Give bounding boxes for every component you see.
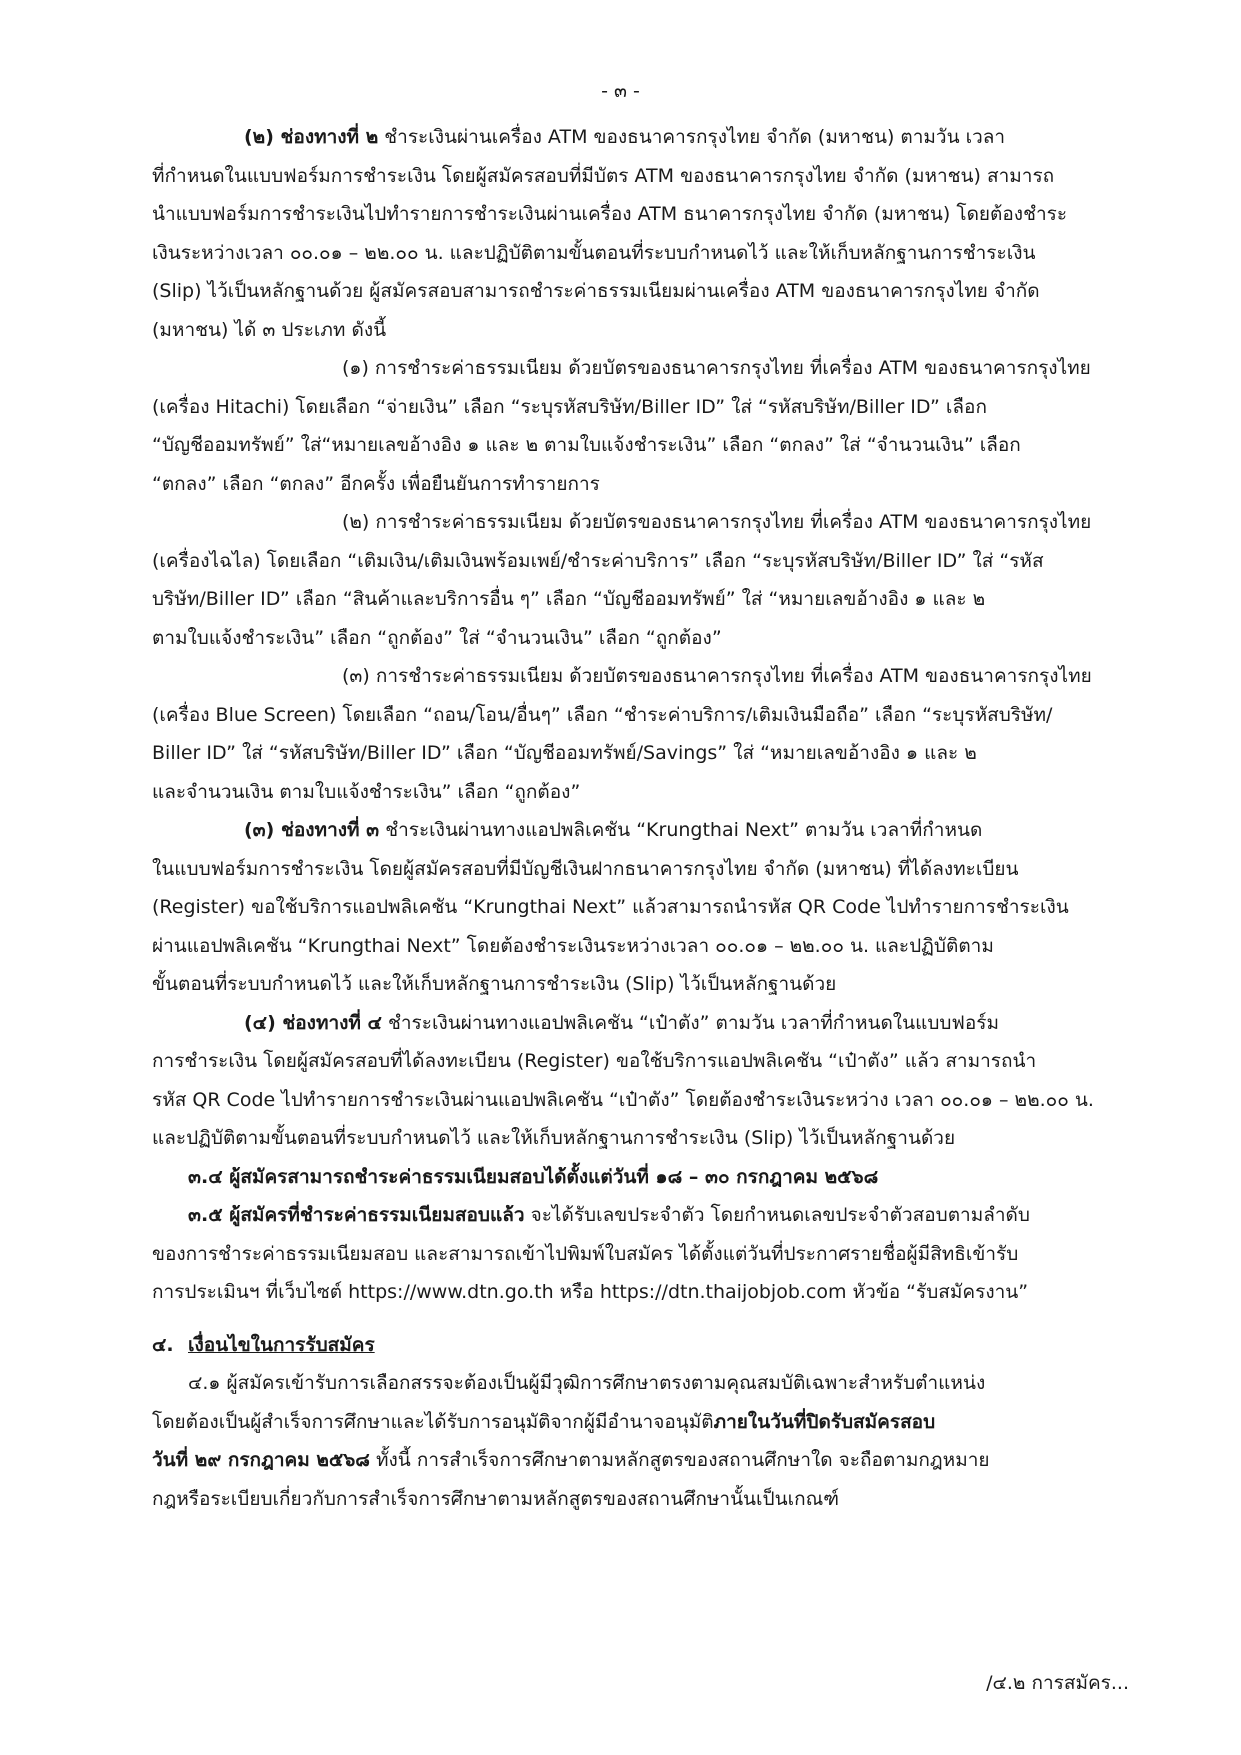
text-line: [152, 1004, 1128, 1043]
text-line: [152, 811, 1128, 850]
text-line: การชำระเงิน โดยผู้สมัครสอบที่ได้ลงทะเบียน (Register) ขอใช้บริการแอปพลิเคชัน “เป๋าตัง” แล้ว สามารถนำ: [152, 1050, 1037, 1072]
text-line: [152, 1196, 1128, 1235]
text-line: ตามใบแจ้งชำระเงิน” เลือก “ถูกต้อง” ใส่ “จำนวนเงิน” เลือก “ถูกต้อง”: [152, 626, 722, 649]
emphasis-text: ภายในวันที่ปิดรับสมัครสอบ: [713, 1410, 936, 1433]
text-line: (๓) การชำระค่าธรรมเนียม ด้วยบัตรของธนาคารกรุงไทย ที่เครื่อง ATM ของธนาคารกรุงไทย: [342, 665, 1092, 687]
paragraph-channel-2: [152, 118, 1128, 349]
text-run: ชำระเงินผ่านเครื่อง ATM ของธนาคารกรุงไทย จำกัด (มหาชน) ตามวัน เวลา: [378, 126, 1006, 148]
text-line: ในแบบฟอร์มการชำระเงิน โดยผู้สมัครสอบที่มีบัญชีเงินฝากธนาคารกรุงไทย จำกัด (มหาชน) ที่ได้ลงทะเบียน: [152, 857, 1019, 880]
text-line: (Slip) ไว้เป็นหลักฐานด้วย ผู้สมัครสอบสามารถชำระค่าธรรมเนียมผ่านเครื่อง ATM ของธนาคารกรุงไทย จำกัด: [152, 280, 1040, 302]
text-line: (เครื่อง Blue Screen) โดยเลือก “ถอน/โอน/อื่นๆ” เลือก “ชำระค่าบริการ/เติมเงินมือถือ” เลือก “ระบุรหัสบริษัท/: [152, 703, 1053, 726]
text-run: จะได้รับเลขประจำตัว โดยกำหนดเลขประจำตัวสอบตามลำดับ: [524, 1204, 1030, 1226]
text-line: ที่กำหนดในแบบฟอร์มการชำระเงิน โดยผู้สมัครสอบที่มีบัตร ATM ของธนาคารกรุงไทย จำกัด (มหาชน) สามารถ: [152, 164, 1055, 187]
spacer: [152, 1312, 1128, 1326]
text-line: และปฏิบัติตามขั้นตอนที่ระบบกำหนดไว้ และให้เก็บหลักฐานการชำระเงิน (Slip) ไว้เป็นหลักฐานด้วย: [152, 1127, 956, 1149]
text-line: [152, 118, 1128, 157]
text-run: ชำระเงินผ่านทางแอปพลิเคชัน “Krungthai Next” ตามวัน เวลาที่กำหนด: [379, 819, 983, 841]
text-line: (๑) การชำระค่าธรรมเนียม ด้วยบัตรของธนาคารกรุงไทย ที่เครื่อง ATM ของธนาคารกรุงไทย: [342, 357, 1091, 379]
text-line: รหัส QR Code ไปทำรายการชำระเงินผ่านแอปพลิเคชัน “เป๋าตัง” โดยต้องชำระเงินระหว่าง เวลา ๐๐.๐๑ – ๒๒.๐๐ น.: [152, 1088, 1094, 1111]
page-number: - ๓ -: [601, 80, 640, 102]
section-heading: ๓.๕ ผู้สมัครที่ชำระค่าธรรมเนียมสอบแล้ว: [188, 1204, 525, 1226]
text-line: Biller ID” ใส่ “รหัสบริษัท/Biller ID” เลือก “บัญชีออมทรัพย์/Savings” ใส่ “หมายเลขอ้างอิง ๑ และ ๒: [152, 742, 977, 764]
text-line: (มหาชน) ได้ ๓ ประเภท ดังนี้: [152, 318, 387, 341]
text-line: ๓.๔ ผู้สมัครสามารถชำระค่าธรรมเนียมสอบได้ตั้งแต่วันที่ ๑๘ – ๓๐ กรกฎาคม ๒๕๖๘: [188, 1165, 879, 1188]
text-line: ขั้นตอนที่ระบบกำหนดไว้ และให้เก็บหลักฐานการชำระเงิน (Slip) ไว้เป็นหลักฐานด้วย: [152, 973, 837, 995]
section-4-heading: [152, 1326, 1128, 1365]
text-line: ของการชำระค่าธรรมเนียมสอบ และสามารถเข้าไปพิมพ์ใบสมัคร ได้ตั้งแต่วันที่ประกาศรายชื่อผู้มีสิทธิเข้ารับ: [152, 1242, 1019, 1265]
text-line: [152, 1441, 1128, 1480]
text-line: กฎหรือระเบียบเกี่ยวกับการสำเร็จการศึกษาตามหลักสูตรของสถานศึกษานั้นเป็นเกณฑ์: [152, 1487, 839, 1510]
paragraph-4-1: [152, 1364, 1128, 1518]
channel-heading: (๒) ช่องทางที่ ๒: [244, 126, 379, 148]
text-line: เงินระหว่างเวลา ๐๐.๐๑ – ๒๒.๐๐ น. และปฏิบัติตามขั้นตอนที่ระบบกำหนดไว้ และให้เก็บหลักฐานการชำระเงิน: [152, 241, 1036, 264]
paragraph-channel-3: [152, 811, 1128, 1004]
paragraph-atm-type-1: [152, 349, 1128, 503]
text-line: [152, 1403, 1128, 1442]
paragraph-3-4: [152, 1158, 1128, 1197]
text-line: นำแบบฟอร์มการชำระเงินไปทำรายการชำระเงินผ่านเครื่อง ATM ธนาคารกรุงไทย จำกัด (มหาชน) โดยต้องชำระ: [152, 203, 1068, 225]
text-line: ๔.๑ ผู้สมัครเข้ารับการเลือกสรรจะต้องเป็นผู้มีวุฒิการศึกษาตรงตามคุณสมบัติเฉพาะสำหรับตำแหน่ง: [188, 1372, 986, 1394]
text-run: ชำระเงินผ่านทางแอปพลิเคชัน “เป๋าตัง” ตามวัน เวลาที่กำหนดในแบบฟอร์ม: [381, 1011, 1000, 1034]
channel-heading: (๓) ช่องทางที่ ๓: [244, 819, 380, 841]
text-line: และจำนวนเงิน ตามใบแจ้งชำระเงิน” เลือก “ถูกต้อง”: [152, 780, 581, 803]
section-title: เงื่อนไขในการรับสมัคร: [188, 1333, 375, 1356]
text-line: (เครื่องไฉไล) โดยเลือก “เติมเงิน/เติมเงินพร้อมเพย์/ชำระค่าบริการ” เลือก “ระบุรหัสบริษัท/Biller ID” ใส่ “รหัส: [152, 549, 1044, 572]
text-run: ทั้งนี้ การสำเร็จการศึกษาตามหลักสูตรของสถานศึกษาใด จะถือตามกฎหมาย: [369, 1449, 990, 1471]
next-page-marker: /๔.๒ การสมัคร...: [986, 1672, 1129, 1694]
paragraph-3-5: [152, 1196, 1128, 1312]
text-line: “บัญชีออมทรัพย์” ใส่“หมายเลขอ้างอิง ๑ และ ๒ ตามใบแจ้งชำระเงิน” เลือก “ตกลง” ใส่ “จำนวนเงิน” เลือก: [152, 434, 1021, 456]
document-body: [152, 118, 1128, 1518]
text-run: โดยต้องเป็นผู้สำเร็จการศึกษาและได้รับการอนุมัติจากผู้มีอำนาจอนุมัติ: [152, 1410, 714, 1433]
text-line: ผ่านแอปพลิเคชัน “Krungthai Next” โดยต้องชำระเงินระหว่างเวลา ๐๐.๐๑ – ๒๒.๐๐ น. และปฏิบัติตาม: [152, 934, 994, 957]
text-line: (Register) ขอใช้บริการแอปพลิเคชัน “Krungthai Next” แล้วสามารถนำรหัส QR Code ไปทำรายการชำระเงิน: [152, 896, 1069, 918]
paragraph-atm-type-3: [152, 657, 1128, 811]
text-line: การประเมินฯ ที่เว็บไซต์ https://www.dtn.go.th หรือ https://dtn.thaijobjob.com หัวข้อ “รับสมัครงาน”: [152, 1281, 1029, 1303]
text-line: (๒) การชำระค่าธรรมเนียม ด้วยบัตรของธนาคารกรุงไทย ที่เครื่อง ATM ของธนาคารกรุงไทย: [342, 511, 1092, 533]
section-number: ๔.: [152, 1333, 174, 1356]
text-line: “ตกลง” เลือก “ตกลง” อีกครั้ง เพื่อยืนยันการทำรายการ: [152, 472, 600, 495]
paragraph-atm-type-2: [152, 503, 1128, 657]
emphasis-text: วันที่ ๒๙ กรกฎาคม ๒๕๖๘: [152, 1449, 370, 1471]
text-line: (เครื่อง Hitachi) โดยเลือก “จ่ายเงิน” เลือก “ระบุรหัสบริษัท/Biller ID” ใส่ “รหัสบริษัท/Biller ID” เลือก: [152, 395, 987, 418]
paragraph-channel-4: [152, 1004, 1128, 1158]
text-line: บริษัท/Biller ID” เลือก “สินค้าและบริการอื่น ๆ” เลือก “บัญชีออมทรัพย์” ใส่ “หมายเลขอ้างอิง ๑ และ ๒: [152, 588, 986, 610]
channel-heading: (๔) ช่องทางที่ ๔: [244, 1011, 382, 1034]
